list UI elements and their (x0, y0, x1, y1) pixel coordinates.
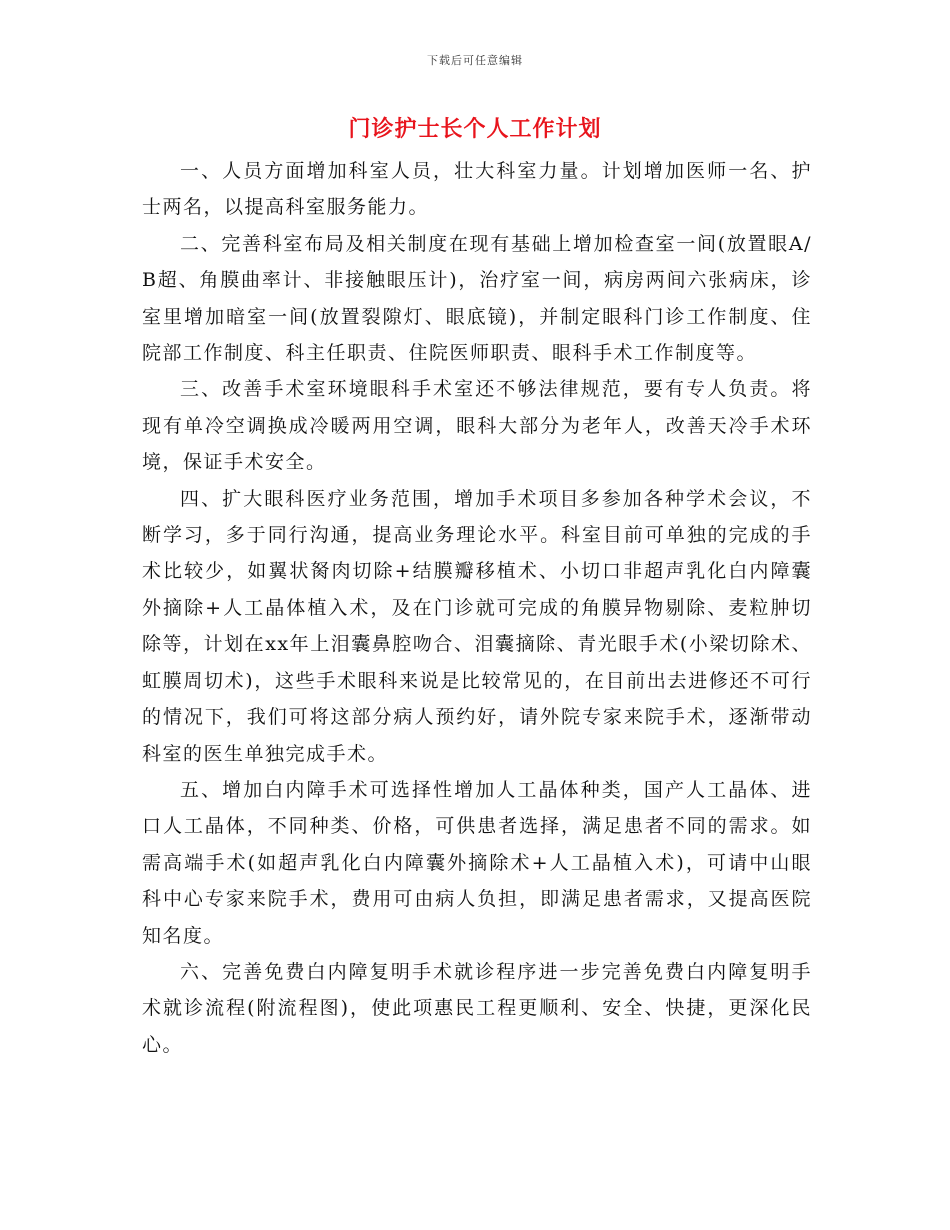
header-note: 下载后可任意编辑 (427, 54, 523, 67)
document-title: 门诊护士长个人工作计划 (348, 116, 602, 142)
paragraph-free-surgery: 六、完善免费白内障复明手术就诊程序进一步完善免费白内障复明手术就诊流程(附流程图)，使此项惠民工程更顺利、安全、快捷，更深化民心。 (142, 960, 812, 1056)
paragraph-personnel: 一、人员方面增加科室人员，壮大科室力量。计划增加医师一名、护士两名，以提高科室服务能力。 (142, 160, 812, 219)
paragraph-cataract-options: 五、增加白内障手术可选择性增加人工晶体种类，国产人工晶体、进口人工晶体，不同种类、价格，可供患者选择，满足患者不同的需求。如需高端手术(如超声乳化白内障囊外摘除术+人工晶植入术)，可请中山眼科中心专家来院手术，费用可由病人负担，即满足患者需求，又提高医院知名度。 (142, 778, 812, 947)
document-body (142, 153, 812, 1063)
paragraph-operating-room: 三、改善手术室环境眼科手术室还不够法律规范，要有专人负责。将现有单冷空调换成冷暖两用空调，眼科大部分为老年人，改善天冷手术环境，保证手术安全。 (142, 378, 812, 474)
paragraph-layout-rules: 二、完善科室布局及相关制度在现有基础上增加检查室一间(放置眼A/B超、角膜曲率计、非接触眼压计)，治疗室一间，病房两间六张病床，诊室里增加暗室一间(放置裂隙灯、眼底镜)，并制定眼科门诊工作制度、住院部工作制度、科主任职责、住院医师职责、眼科手术工作制度等。 (142, 232, 812, 365)
paragraph-business-scope: 四、扩大眼科医疗业务范围，增加手术项目多参加各种学术会议，不断学习，多于同行沟通，提高业务理论水平。科室目前可单独的完成的手术比较少，如翼状胬肉切除+结膜瓣移植术、小切口非超声乳化白内障囊外摘除+人工晶体植入术，及在门诊就可完成的角膜异物剔除、麦粒肿切除等，计划在xx年上泪囊鼻腔吻合、泪囊摘除、青光眼手术(小梁切除术、虹膜周切术)，这些手术眼科来说是比较常见的，在目前出去进修还不可行的情况下，我们可将这部分病人预约好，请外院专家来院手术，逐渐带动科室的医生单独完成手术。 (142, 487, 812, 765)
